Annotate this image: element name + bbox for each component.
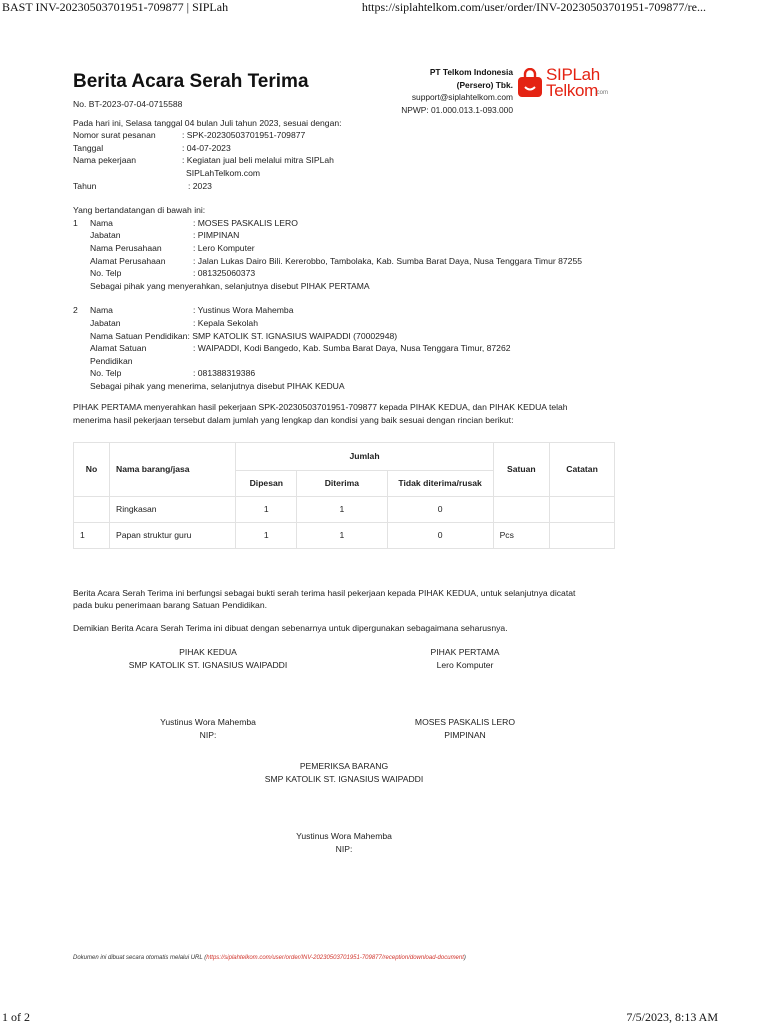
party2-number: 2 bbox=[73, 305, 78, 316]
cell-tidak: 0 bbox=[387, 522, 493, 548]
col-diterima: Diterima bbox=[297, 470, 388, 496]
party1-label: No. Telp bbox=[90, 268, 122, 279]
signature-checker-head bbox=[224, 760, 464, 785]
party1-note: Sebagai pihak yang menyerahkan, selanjutnya disebut PIHAK PERTAMA bbox=[90, 280, 370, 291]
cell-nama: Papan struktur guru bbox=[109, 522, 236, 548]
page-title: Berita Acara Serah Terima bbox=[73, 71, 309, 92]
print-title: BAST INV-20230503701951-709877 | SIPLah bbox=[2, 0, 229, 14]
signature-name: MOSES PASKALIS LERO bbox=[414, 717, 516, 727]
party2-row bbox=[73, 342, 618, 355]
signature-nip: NIP: bbox=[199, 729, 217, 740]
company-npwp: NPWP: 01.000.013.1-093.000 bbox=[401, 104, 513, 115]
meta-value: : 2023 bbox=[188, 180, 212, 191]
meta-label: Tanggal bbox=[73, 142, 104, 153]
party-second bbox=[73, 304, 618, 392]
party2-row bbox=[73, 330, 618, 343]
signature-title: PIMPINAN bbox=[444, 729, 486, 740]
meta-row bbox=[73, 180, 618, 193]
meta-label: Tahun bbox=[73, 180, 97, 191]
party2-note: Sebagai pihak yang menerima, selanjutnya disebut PIHAK KEDUA bbox=[90, 380, 345, 391]
footer-link[interactable]: https://siplahtelkom.com/user/order/INV-20230503701951-709877/reception/download-document bbox=[206, 955, 464, 961]
party1-value: : Jalan Lukas Dairo Bili. Kererobbo, Tambolaka, Kab. Sumba Barat Daya, Nusa Tenggara Timur 87255 bbox=[193, 255, 583, 266]
signature-nip: NIP: bbox=[335, 843, 353, 854]
party2-label: Jabatan bbox=[90, 317, 121, 328]
party2-row bbox=[73, 304, 618, 317]
signed-intro: Yang bertandatangan di bawah ini: bbox=[73, 205, 206, 216]
party2-label: Nama bbox=[90, 305, 113, 316]
signature-left-head bbox=[88, 646, 328, 671]
table-header-row bbox=[74, 442, 615, 470]
meta-value: SIPLahTelkom.com bbox=[186, 167, 261, 178]
meta-value: : Kegiatan jual beli melalui mitra SIPLah bbox=[182, 155, 334, 166]
party2-label: Alamat Satuan bbox=[90, 343, 147, 354]
party1-row bbox=[73, 229, 618, 242]
table-row bbox=[74, 522, 615, 548]
meta-label: Nomor surat pesanan bbox=[73, 130, 156, 141]
cell-diterima: 1 bbox=[297, 496, 388, 522]
party1-row bbox=[73, 242, 618, 255]
party2-value: : Kepala Sekolah bbox=[193, 317, 258, 328]
footer-prefix: Dokumen ini dibuat secara otomatis melalui URL ( bbox=[73, 955, 207, 961]
meta-row bbox=[73, 129, 618, 142]
party1-row bbox=[73, 267, 618, 280]
party2-label: No. Telp bbox=[90, 368, 122, 379]
party2-row bbox=[73, 317, 618, 330]
party1-value: : PIMPINAN bbox=[193, 230, 240, 241]
print-url[interactable]: https://siplahtelkom.com/user/order/INV-20230503701951-709877/re... bbox=[361, 0, 706, 14]
party1-row bbox=[73, 217, 618, 230]
signature-right-name bbox=[345, 716, 585, 741]
cell-dipesan: 1 bbox=[236, 496, 297, 522]
print-datetime: 7/5/2023, 8:13 AM bbox=[626, 1010, 718, 1024]
meta-label: Nama pekerjaan bbox=[73, 155, 137, 166]
cell-tidak: 0 bbox=[387, 496, 493, 522]
cell-diterima: 1 bbox=[297, 522, 388, 548]
handover-text bbox=[73, 401, 618, 426]
meta-value: : 04-07-2023 bbox=[182, 142, 231, 153]
signature-role: PEMERIKSA BARANG bbox=[299, 761, 389, 771]
party1-row bbox=[73, 255, 618, 268]
closing-line: Berita Acara Serah Terima ini berfungsi sebagai bukti serah terima hasil pekerjaan kepada PIHAK KEDUA, untuk selanjutnya dicatat bbox=[73, 587, 576, 598]
table-row bbox=[74, 496, 615, 522]
signature-org: Lero Komputer bbox=[436, 659, 494, 670]
closing-text bbox=[73, 587, 618, 612]
meta-row bbox=[73, 154, 618, 167]
party1-value: : Lero Komputer bbox=[193, 242, 255, 253]
meta-value: : SPK-20230503701951-709877 bbox=[182, 130, 306, 141]
handover-line: PIHAK PERTAMA menyerahkan hasil pekerjaan SPK-20230503701951-709877 kepada PIHAK KEDUA, dan PIHAK KEDUA telah bbox=[73, 402, 568, 413]
signature-checker-name bbox=[224, 830, 464, 855]
cell-catatan bbox=[550, 522, 615, 548]
col-catatan: Catatan bbox=[550, 442, 615, 496]
party1-label: Jabatan bbox=[90, 230, 121, 241]
document-body bbox=[73, 66, 618, 634]
document-footer-note bbox=[73, 955, 466, 961]
party1-number: 1 bbox=[73, 217, 78, 228]
company-name-line1: PT Telkom Indonesia bbox=[429, 67, 513, 77]
col-tidak: Tidak diterima/rusak bbox=[387, 470, 493, 496]
print-header bbox=[0, 0, 768, 14]
signature-role: PIHAK PERTAMA bbox=[430, 647, 500, 657]
party1-label: Nama bbox=[90, 217, 113, 228]
cell-satuan bbox=[493, 496, 550, 522]
page-indicator: 1 of 2 bbox=[2, 1010, 30, 1024]
cell-satuan: Pcs bbox=[493, 522, 550, 548]
signature-right-head bbox=[345, 646, 585, 671]
footer-suffix: ) bbox=[463, 955, 466, 961]
col-jumlah: Jumlah bbox=[236, 442, 493, 470]
cell-no bbox=[74, 496, 110, 522]
col-no: No bbox=[74, 442, 110, 496]
logo-text-telkom: Telkom bbox=[546, 81, 599, 100]
signature-left-name bbox=[88, 716, 328, 741]
signature-role: PIHAK KEDUA bbox=[179, 647, 237, 657]
col-dipesan: Dipesan bbox=[236, 470, 297, 496]
party2-row bbox=[73, 367, 618, 380]
logo-text-siplah: SIPLah bbox=[546, 65, 600, 84]
handover-line: menerima hasil pekerjaan tersebut dalam jumlah yang lengkap dan kondisi yang baik sesuai dengan rincian berikut: bbox=[73, 415, 514, 426]
col-satuan: Satuan bbox=[493, 442, 550, 496]
cell-nama: Ringkasan bbox=[109, 496, 236, 522]
col-nama: Nama barang/jasa bbox=[109, 442, 236, 496]
logo-text-com: .com bbox=[595, 90, 609, 96]
party2-label: Nama Satuan Pendidikan bbox=[90, 330, 188, 341]
signature-org: SMP KATOLIK ST. IGNASIUS WAIPADDI bbox=[128, 659, 288, 670]
cell-dipesan: 1 bbox=[236, 522, 297, 548]
party1-label: Alamat Perusahaan bbox=[90, 255, 166, 266]
cell-no: 1 bbox=[74, 522, 110, 548]
party-first bbox=[73, 217, 618, 293]
meta-row bbox=[73, 142, 618, 155]
party2-value: : Yustinus Wora Mahemba bbox=[193, 305, 294, 316]
opening-text: Pada hari ini, Selasa tanggal 04 bulan Juli tahun 2023, sesuai dengan: bbox=[73, 117, 342, 128]
party2-value: : WAIPADDI, Kodi Bangedo, Kab. Sumba Barat Daya, Nusa Tenggara Timur, 87262 bbox=[193, 343, 511, 354]
party2-label-cont: Pendidikan bbox=[90, 355, 133, 366]
signature-name: Yustinus Wora Mahemba bbox=[160, 717, 256, 727]
party1-value: : MOSES PASKALIS LERO bbox=[193, 217, 298, 228]
signature-name: Yustinus Wora Mahemba bbox=[296, 831, 392, 841]
items-table bbox=[73, 442, 615, 549]
company-email[interactable]: support@siplahtelkom.com bbox=[411, 92, 513, 103]
order-meta bbox=[73, 129, 618, 192]
party2-value: : SMP KATOLIK ST. IGNASIUS WAIPADDI (70002948) bbox=[187, 330, 398, 341]
cell-catatan bbox=[550, 496, 615, 522]
party2-value: : 081388319386 bbox=[193, 368, 256, 379]
document-number: No. BT-2023-07-04-0715588 bbox=[73, 99, 183, 109]
company-name-line2: (Persero) Tbk. bbox=[456, 79, 513, 90]
party1-label: Nama Perusahaan bbox=[90, 242, 162, 253]
meta-row bbox=[73, 167, 618, 180]
signature-org: SMP KATOLIK ST. IGNASIUS WAIPADDI bbox=[264, 773, 424, 784]
meta-label bbox=[73, 167, 182, 180]
print-footer bbox=[0, 1010, 768, 1024]
closing-statement: Demikian Berita Acara Serah Terima ini dibuat dengan sebenarnya untuk dipergunakan sebagaimana seharusnya. bbox=[73, 622, 508, 633]
closing-line: pada buku penerimaan barang Satuan Pendidikan. bbox=[73, 600, 267, 611]
party1-value: : 081325060373 bbox=[193, 268, 256, 279]
